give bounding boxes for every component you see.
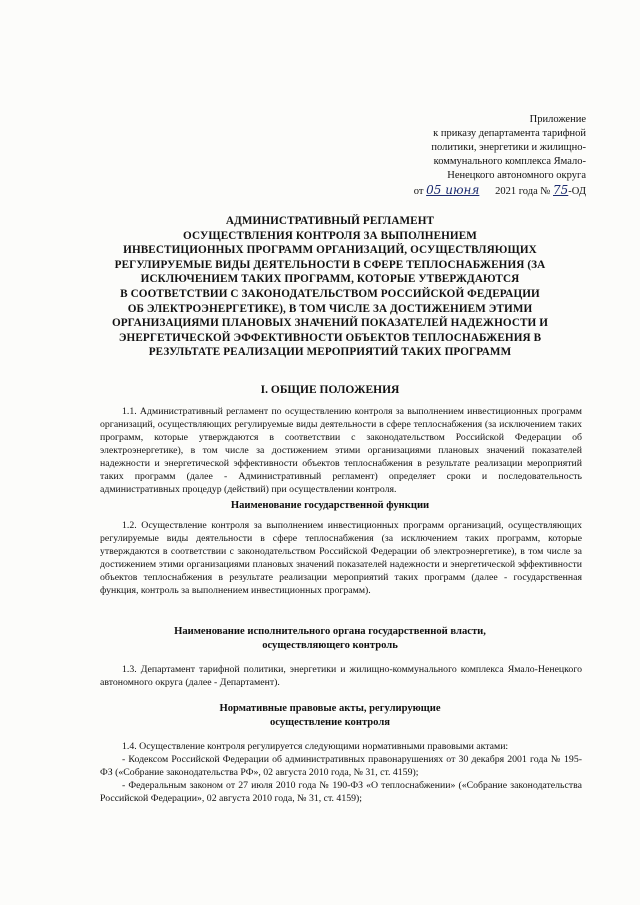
legal-act-item: - Федеральным законом от 27 июля 2010 года № 190-ФЗ «О теплоснабжении» («Собрание законодательства Российской Федерации», 02 августа 2010 года, № 31, ст. 4159); xyxy=(100,780,582,804)
title-line: В СООТВЕТСТВИИ С ЗАКОНОДАТЕЛЬСТВОМ РОССИЙСКОЙ ФЕДЕРАЦИИ xyxy=(120,287,540,300)
title-line: ИСКЛЮЧЕНИЕМ ТАКИХ ПРОГРАММ, КОТОРЫЕ УТВЕРЖДАЮТСЯ xyxy=(140,273,520,286)
subheading-executive-body xyxy=(110,625,550,652)
title-line: ОСУЩЕСТВЛЕНИЯ КОНТРОЛЯ ЗА ВЫПОЛНЕНИЕМ xyxy=(183,229,477,242)
subheading-line: осуществляющего контроль xyxy=(262,639,398,651)
paragraph-1-1: 1.1. Административный регламент по осуществлению контроля за выполнением инвестиционных программ организаций, осуществляющих регулируемые виды деятельности в сфере теплоснабжения (за исключением таких программ, которые утверждаются в соответствии с законодательством Российской Федерации об электроэнергетике), в том числе за достижением этими организациями плановых значений показателей надежности и энергетической эффективности объектов теплоснабжения в результате реализации мероприятий таких программ (далее - Административный регламент) определяет сроки и последовательность административных процедур (действий) при осуществлении контроля. xyxy=(100,406,582,495)
title-line: РЕЗУЛЬТАТЕ РЕАЛИЗАЦИИ МЕРОПРИЯТИЙ ТАКИХ ПРОГРАММ xyxy=(148,346,512,359)
handwritten-number: 75 xyxy=(553,183,569,197)
date-prefix: от xyxy=(413,186,424,197)
paragraph-1-4-intro: 1.4. Осуществление контроля регулируется следующими нормативными правовыми актами: xyxy=(122,741,509,752)
title-line: РЕГУЛИРУЕМЫЕ ВИДЫ ДЕЯТЕЛЬНОСТИ В СФЕРЕ ТЕПЛОСНАБЖЕНИЯ (ЗА xyxy=(114,258,546,271)
legal-act-item: - Кодексом Российской Федерации об административных правонарушениях от 30 декабря 2001 года № 195-ФЗ («Собрание законодательства РФ», 02 августа 2010 года, № 31, ст. 4159); xyxy=(100,754,582,778)
title-line: ИНВЕСТИЦИОННЫХ ПРОГРАММ ОРГАНИЗАЦИЙ, ОСУЩЕСТВЛЯЮЩИХ xyxy=(123,244,537,257)
title-line: ОБ ЭЛЕКТРОЭНЕРГЕТИКЕ), В ТОМ ЧИСЛЕ ЗА ДОСТИЖЕНИЕМ ЭТИМИ xyxy=(127,302,533,315)
paragraph-1-2: 1.2. Осуществление контроля за выполнением инвестиционных программ организаций, осуществляющих регулируемые виды деятельности в сфере теплоснабжения (за исключением таких программ, которые утверждаются в соответствии с законодательством Российской Федерации об электроэнергетике), в том числе за достижением этими организациями плановых значений показателей надежности и энергетической эффективности объектов теплоснабжения в результате реализации мероприятий таких программ (далее - государственная функция, контроль за выполнением инвестиционных программ). xyxy=(100,520,582,596)
subheading-function-name: Наименование государственной функции xyxy=(230,500,430,511)
order-suffix: -ОД xyxy=(568,186,586,197)
appendix-line: Ненецкого автономного округа xyxy=(447,170,586,181)
appendix-line: коммунального комплекса Ямало- xyxy=(433,156,586,167)
paragraph-1-3: 1.3. Департамент тарифной политики, энергетики и жилищно-коммунального комплекса Ямало-Ненецкого автономного округа (далее - Департамент). xyxy=(100,664,582,688)
appendix-line: к приказу департамента тарифной xyxy=(433,128,586,139)
year-text: 2021 года № xyxy=(495,186,551,197)
subheading-line: Наименование исполнительного органа государственной власти, xyxy=(174,626,486,637)
subheading-legal-acts xyxy=(110,702,550,729)
paragraph-1-4 xyxy=(100,740,582,805)
appendix-title: Приложение xyxy=(529,114,586,125)
title-line: ЭНЕРГЕТИЧЕСКОЙ ЭФФЕКТИВНОСТИ ОБЪЕКТОВ ТЕПЛОСНАБЖЕНИЯ В xyxy=(118,331,542,344)
section-heading: I. ОБЩИЕ ПОЛОЖЕНИЯ xyxy=(260,384,400,396)
appendix-date-line xyxy=(356,183,586,199)
title-line: ОРГАНИЗАЦИЯМИ ПЛАНОВЫХ ЗНАЧЕНИЙ ПОКАЗАТЕЛЕЙ НАДЕЖНОСТИ И xyxy=(111,317,549,330)
title-line: АДМИНИСТРАТИВНЫЙ РЕГЛАМЕНТ xyxy=(225,215,435,227)
appendix-line: политики, энергетики и жилищно- xyxy=(431,142,586,153)
document-title xyxy=(95,214,565,360)
handwritten-date: 05 июня xyxy=(426,183,480,197)
appendix-block xyxy=(356,113,586,199)
subheading-line: осуществление контроля xyxy=(269,716,391,728)
subheading-line: Нормативные правовые акты, регулирующие xyxy=(219,703,441,714)
